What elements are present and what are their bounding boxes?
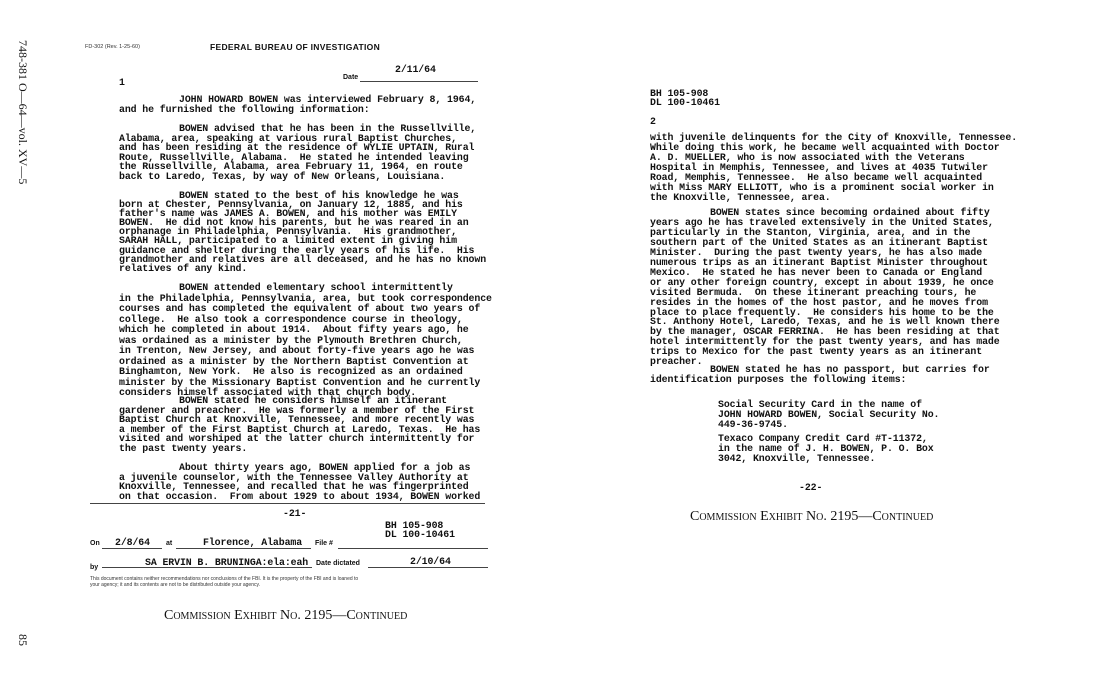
text-line: Hospital in Memphis, Tennessee, and lives at 4035 Tutwiler: [650, 162, 988, 173]
text-line: Road, Memphis, Tennessee. He also became well acquainted: [650, 172, 983, 183]
report-date: 2/11/64: [395, 64, 436, 75]
interview-date: 2/8/64: [115, 537, 150, 548]
text-line: back to Laredo, Texas, by way of New Orleans, Louisiana.: [119, 170, 446, 182]
text-line: gardener and preacher. He was formerly a member of the First: [119, 404, 475, 416]
on-label: On: [90, 540, 100, 547]
paragraph: [650, 365, 990, 385]
text-line: the Knoxville, Tennessee, area.: [650, 192, 831, 203]
text-line: with juvenile delinquents for the City of Knoxville, Tennessee.: [650, 132, 1018, 143]
text-line: BOWEN attended elementary school intermittently: [179, 282, 453, 293]
paragraph: [718, 434, 934, 464]
text-line: which he completed in about 1914. About fifty years ago, he: [119, 324, 469, 335]
agency-header: FEDERAL BUREAU OF INVESTIGATION: [210, 42, 381, 52]
text-line: and he furnished the following information:: [119, 103, 370, 115]
text-line: years ago he has traveled extensively in the United States,: [650, 216, 994, 228]
volume-note: 748-381 O—64—vol. XV—5: [16, 40, 30, 185]
text-line: in Trenton, New Jersey, and about forty-five years ago he was: [119, 345, 475, 356]
interview-location: Florence, Alabama: [203, 537, 303, 548]
text-line: and has been residing at the residence of WYLIE UPTAIN, Rural: [119, 142, 475, 153]
page-footer-number: -21-: [283, 508, 307, 519]
text-line: While doing this work, he became well acquainted with Doctor: [650, 142, 1000, 153]
file-number: BH 105-908: [650, 88, 709, 99]
text-line: BOWEN states since becoming ordained about fifty: [710, 207, 990, 218]
text-line: born at Chester, Pennsylvania, on January 12, 1885, and his: [119, 199, 463, 211]
text-line: BOWEN advised that he has been in the Russellville,: [179, 123, 477, 134]
text-line: JOHN HOWARD BOWEN, Social Security No.: [718, 409, 940, 420]
text-line: father's name was JAMES A. BOWEN, and his mother was EMILY: [119, 208, 457, 220]
text-line: college. He also took a correspondence course in theology,: [119, 313, 463, 325]
text-line: was ordained as a minister by the Plymouth Brethren Church,: [119, 334, 463, 346]
text-line: minister by the Missionary Baptist Convention and he currently: [119, 376, 481, 388]
text-line: guidance and shelter during the early years of his life. His: [119, 244, 475, 256]
text-line: by the manager, OSCAR FERRINA. He has been residing at that: [650, 326, 1000, 338]
paragraph: [119, 124, 476, 181]
text-line: Binghamton, New York. He also is recognized as an ordained: [119, 366, 463, 377]
text-line: JOHN HOWARD BOWEN was interviewed February 8, 1964,: [179, 94, 477, 105]
paragraph: [119, 191, 486, 273]
text-line: Knoxville, Tennessee, and recalled that he was fingerprinted: [119, 481, 469, 492]
page-number: 85: [16, 634, 30, 646]
page-marker: 1: [119, 77, 125, 88]
text-line: About thirty years ago, BOWEN applied for a job as: [179, 462, 471, 473]
text-line: resides in the homes of the host pastor, and he moves from: [650, 296, 988, 308]
text-line: identification purposes the following items:: [650, 374, 907, 385]
exhibit-caption: Commission Exhibit No. 2195—Continued: [164, 608, 408, 623]
disclaimer-line: This document contains neither recommendations nor conclusions of the FBI. It is the property of the FBI and is loaned to: [90, 576, 359, 582]
text-line: the past twenty years.: [119, 442, 248, 454]
text-line: trips to Mexico for the past twenty years as an itinerant: [650, 346, 983, 358]
text-line: Social Security Card in the name of: [718, 399, 922, 410]
form-number: FD-302 (Rev. 1-25-60): [85, 44, 140, 50]
text-line: preacher.: [650, 356, 703, 368]
text-line: numerous trips as an itinerant Baptist Minister throughout: [650, 256, 988, 268]
text-line: ordained as a minister by the Northern Baptist Convention at: [119, 355, 469, 367]
text-line: Mexico. He stated he has never been to Canada or England: [650, 266, 983, 278]
file-number: DL 100-10461: [650, 97, 720, 108]
paragraph: [119, 283, 492, 399]
text-line: place to place frequently. He considers his home to be the: [650, 306, 994, 318]
text-line: orphanage in Philadelphia, Pennsylvania. His grandmother,: [119, 226, 457, 238]
text-line: the Russellville, Alabama, area February 11, 1964, en route: [119, 161, 463, 172]
text-line: courses and has completed the equivalent of about two years of: [119, 303, 481, 314]
page-footer-number: -22-: [799, 482, 823, 493]
dictated-label: Date dictated: [316, 560, 360, 567]
text-line: visited and worshiped at the latter church intermittently for: [119, 433, 475, 444]
text-line: southern part of the United States as an itinerant Baptist: [650, 236, 988, 248]
at-label: at: [166, 540, 173, 547]
file-label: File #: [315, 540, 333, 547]
exhibit-caption: Commission Exhibit No. 2195—Continued: [690, 509, 934, 524]
text-line: grandmother and relatives are all deceased, and he has no known: [119, 253, 487, 265]
paragraph: [119, 396, 480, 453]
text-line: a juvenile counselor, with the Tennessee Valley Authority at: [119, 471, 469, 483]
text-line: particularly in the Stanton, Virginia, area, and in the: [650, 226, 971, 238]
text-line: BOWEN. He did not know his parents, but he was reared in an: [119, 217, 469, 229]
text-line: Minister. During the past twenty years, he has also made: [650, 246, 983, 258]
dictated-date: 2/10/64: [410, 556, 451, 567]
text-line: 449-36-9745.: [718, 419, 788, 430]
paragraph: [718, 400, 939, 430]
paragraph: [119, 95, 476, 114]
text-line: visited Bermuda. On these itinerant preaching tours, he: [650, 286, 977, 298]
text-line: Route, Russellville, Alabama. He stated he intended leaving: [119, 151, 469, 163]
paragraph: [650, 208, 1000, 367]
text-line: with Miss MARY ELLIOTT, who is a prominent social worker in: [650, 182, 994, 193]
text-line: BOWEN stated he considers himself an itinerant: [179, 395, 447, 406]
text-line: BOWEN stated to the best of his knowledge he was: [179, 190, 459, 201]
text-line: a member of the First Baptist Church at Laredo, Texas. He has: [119, 423, 481, 435]
text-line: or any other foreign country, except in about 1939, he once: [650, 276, 994, 288]
text-line: relatives of any kind.: [119, 262, 248, 274]
text-line: Baptist Church at Knoxville, Tennessee, and more recently was: [119, 414, 475, 425]
date-label: Date: [343, 74, 359, 81]
text-line: hotel intermittently for the past twenty years, and has made: [650, 336, 1000, 348]
text-line: on that occasion. From about 1929 to about 1934, BOWEN worked: [119, 490, 481, 502]
text-line: BOWEN stated he has no passport, but carries for: [710, 364, 990, 375]
paragraph: [650, 133, 1017, 203]
agent-name: SA ERVIN B. BRUNINGA:ela:eah: [145, 557, 309, 568]
text-line: Texaco Company Credit Card #T-11372,: [718, 433, 928, 444]
disclaimer-line: your agency; it and its contents are not to be distributed outside your agency.: [90, 582, 261, 588]
text-line: A. D. MUELLER, who is now associated with the Veterans: [650, 152, 965, 163]
text-line: in the Philadelphia, Pennsylvania, area, but took correspondence: [119, 292, 492, 304]
text-line: Alabama, area, speaking at various rural Baptist Churches,: [119, 132, 457, 144]
text-line: SARAH HALL, participated to a limited extent in giving him: [119, 235, 457, 247]
text-line: considers himself associated with that church body.: [119, 387, 417, 398]
by-label: by: [90, 564, 99, 571]
file-number: DL 100-10461: [385, 529, 455, 540]
file-number: BH 105-908: [385, 520, 444, 531]
text-line: St. Anthony Hotel, Laredo, Texas, and he is well known there: [650, 316, 1000, 328]
text-line: in the name of J. H. BOWEN, P. O. Box: [718, 443, 934, 454]
text-line: 3042, Knoxville, Tennessee.: [718, 453, 876, 464]
paragraph: [119, 463, 480, 501]
page-marker: 2: [650, 116, 656, 127]
